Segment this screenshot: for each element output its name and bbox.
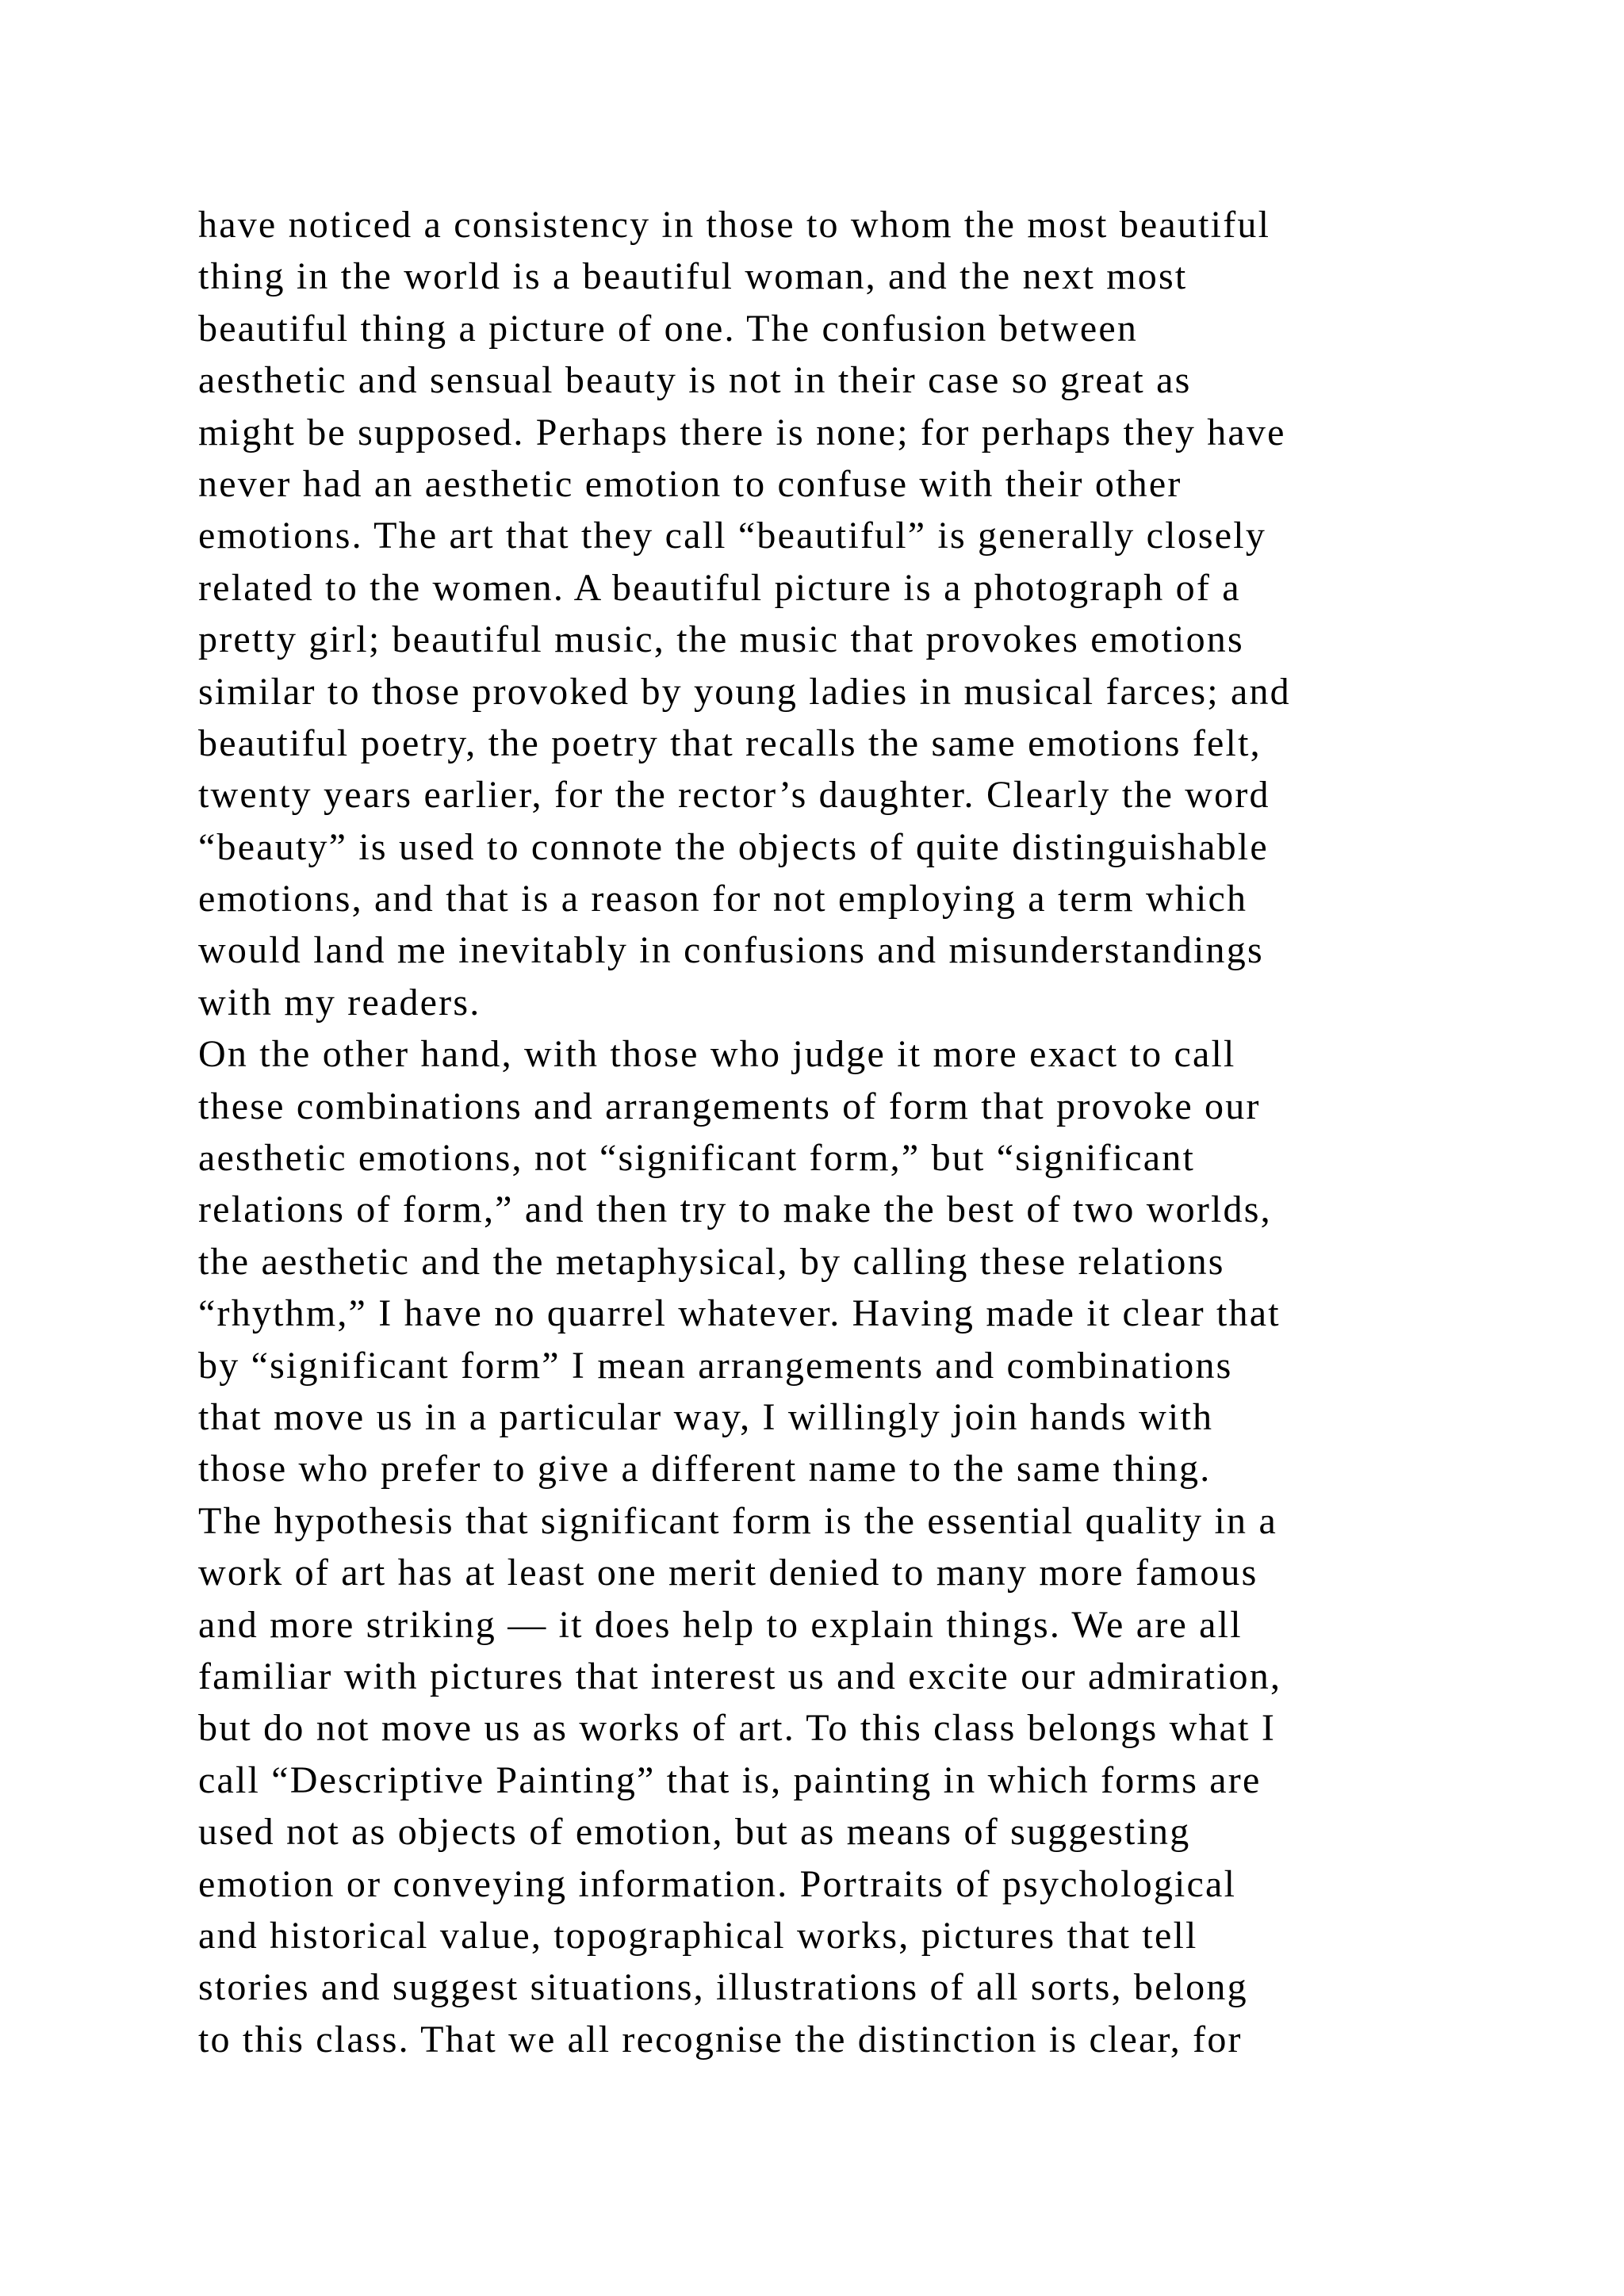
text-line: call “Descriptive Painting” that is, painting in which forms are — [198, 1758, 1262, 1801]
text-line: emotions. The art that they call “beautiful” is generally closely — [198, 515, 1267, 557]
text-line: these combinations and arrangements of form that provoke our — [198, 1085, 1261, 1127]
text-line: familiar with pictures that interest us and excite our admiration, — [198, 1655, 1282, 1697]
text-line: and historical value, topographical works, pictures that tell — [198, 1914, 1198, 1957]
text-line: that move us in a particular way, I willingly join hands with — [198, 1395, 1214, 1438]
text-line: relations of form,” and then try to make the best of two worlds, — [198, 1188, 1272, 1231]
text-line: “rhythm,” I have no quarrel whatever. Having made it clear that — [198, 1292, 1281, 1335]
text-line: related to the women. A beautiful picture is a photograph of a — [198, 566, 1241, 609]
text-line: would land me inevitably in confusions and misunderstandings — [198, 929, 1264, 972]
text-line: work of art has at least one merit denied to many more famous — [198, 1552, 1258, 1594]
text-line: with my readers. — [198, 981, 481, 1024]
text-line: stories and suggest situations, illustrations of all sorts, belong — [198, 1966, 1248, 2009]
text-line: emotion or conveying information. Portraits of psychological — [198, 1862, 1237, 1905]
text-line: to this class. That we all recognise the distinction is clear, for — [198, 2018, 1243, 2061]
text-line: the aesthetic and the metaphysical, by calling these relations — [198, 1240, 1225, 1283]
text-line: aesthetic emotions, not “significant form,” but “significant — [198, 1137, 1196, 1180]
text-line: emotions, and that is a reason for not employing a term which — [198, 878, 1248, 920]
text-line: twenty years earlier, for the rector’s daughter. Clearly the word — [198, 774, 1270, 817]
text-line: beautiful thing a picture of one. The confusion between — [198, 307, 1139, 350]
text-line: by “significant form” I mean arrangements and combinations — [198, 1344, 1233, 1387]
body-text — [198, 199, 1546, 2065]
text-line: never had an aesthetic emotion to confuse with their other — [198, 462, 1182, 505]
text-line: similar to those provoked by young ladies in musical farces; and — [198, 670, 1291, 713]
text-line: thing in the world is a beautiful woman, and the next most — [198, 255, 1188, 298]
text-line: but do not move us as works of art. To this class belongs what I — [198, 1707, 1277, 1750]
text-line: beautiful poetry, the poetry that recalls the same emotions felt, — [198, 721, 1262, 764]
text-line: have noticed a consistency in those to whom the most beautiful — [198, 204, 1271, 246]
text-line: aesthetic and sensual beauty is not in their case so great as — [198, 359, 1192, 402]
text-line: and more striking — it does help to explain things. We are all — [198, 1603, 1243, 1646]
text-line: “beauty” is used to connote the objects of quite distinguishable — [198, 825, 1269, 868]
text-line: On the other hand, with those who judge it more exact to call — [198, 1033, 1236, 1076]
text-line: might be supposed. Perhaps there is none; for perhaps they have — [198, 411, 1286, 453]
text-line: those who prefer to give a different name to the same thing. — [198, 1448, 1212, 1490]
text-line: used not as objects of emotion, but as means of suggesting — [198, 1811, 1191, 1854]
text-line: pretty girl; beautiful music, the music that provokes emotions — [198, 618, 1244, 661]
text-line: The hypothesis that significant form is the essential quality in a — [198, 1499, 1277, 1542]
